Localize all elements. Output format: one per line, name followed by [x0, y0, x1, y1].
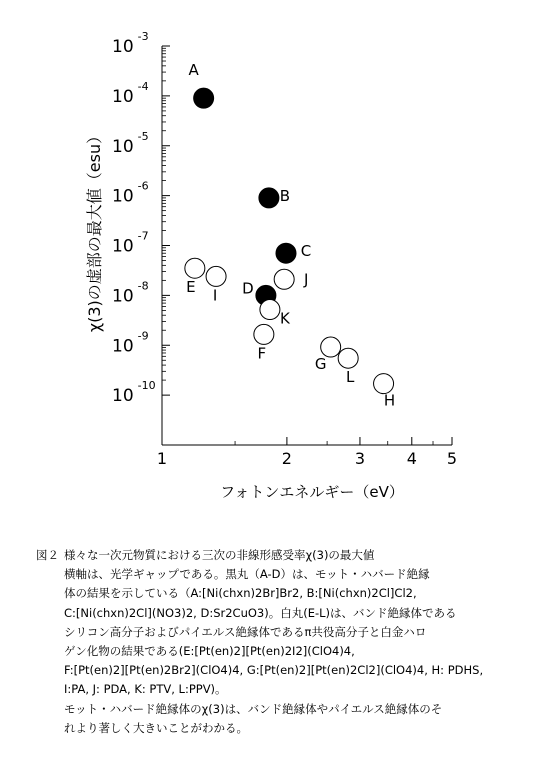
- y-axis-label: χ(3)の虚部の最大値（esu）: [85, 127, 104, 333]
- caption-line: 横軸は、光学ギャップである。黒丸（A-D）は、モット・ハバード絶縁: [64, 567, 430, 582]
- data-point-f: [254, 324, 274, 344]
- y-tick-label: $10^{-7}$: [112, 229, 149, 257]
- y-tick-label: $10^{-4}$: [112, 79, 149, 107]
- point-label-a: A: [188, 61, 199, 80]
- caption-title: 様々な一次元物質における三次の非線形感受率χ(3)の最大値: [64, 548, 375, 562]
- x-tick-label: 5: [446, 449, 458, 468]
- point-label-d: D: [242, 279, 254, 298]
- caption-line: ゲン化物の結果である(E:[Pt(en)2][Pt(en)2I2](ClO4)4,: [64, 644, 355, 659]
- caption-line: モット・ハバード絶縁体のχ(3)は、バンド絶縁体やパイエルス絶縁体のそ: [64, 701, 443, 716]
- y-tick-label: $10^{-6}$: [112, 179, 149, 207]
- point-labels: [186, 61, 395, 409]
- point-label-e: E: [186, 278, 196, 297]
- y-tick-label: $10^{-9}$: [112, 329, 149, 357]
- point-label-c: C: [300, 242, 312, 261]
- data-point-b: [259, 188, 279, 208]
- caption-line: I:PA, J: PDA, K: PTV, L:PPV)。: [64, 682, 227, 697]
- y-tick-label: $10^{-10}$: [112, 379, 156, 407]
- point-label-j: J: [303, 270, 309, 289]
- y-tick-label: $10^{-8}$: [112, 279, 149, 307]
- data-point-e: [185, 258, 205, 278]
- x-tick-label: 2: [281, 449, 292, 468]
- y-tick-label: $10^{-3}$: [112, 30, 149, 57]
- x-tick-label: 3: [354, 449, 366, 468]
- figure-caption: [36, 546, 526, 738]
- x-tick-label: 1: [156, 449, 168, 468]
- x-axis-label: フォトンエネルギー（eV）: [220, 483, 404, 501]
- point-label-h: H: [383, 391, 396, 410]
- caption-title-row: [36, 546, 526, 565]
- point-label-b: B: [279, 186, 291, 205]
- data-points: [185, 88, 394, 393]
- data-point-h: [374, 374, 394, 394]
- data-point-g: [321, 337, 341, 357]
- x-tick-label: 4: [406, 449, 417, 468]
- caption-line: F:[Pt(en)2][Pt(en)2Br2](ClO4)4, G:[Pt(en)2][Pt(en)2Cl2](ClO4)4, H: PDHS,: [64, 663, 484, 678]
- point-label-k: K: [279, 309, 290, 328]
- y-axis-ticks: [112, 30, 170, 406]
- caption-line: C:[Ni(chxn)2Cl](NO3)2, D:Sr2CuO3)。白丸(E-L)は、バンド絶縁体である: [64, 605, 457, 620]
- figure-number: 図２: [36, 548, 59, 562]
- point-label-f: F: [257, 344, 267, 363]
- point-label-i: I: [212, 286, 218, 305]
- data-point-k: [260, 300, 280, 320]
- point-label-g: G: [314, 355, 327, 374]
- caption-line: 体の結果を示している（A:[Ni(chxn)2Br]Br2, B:[Ni(chxn)2Cl]Cl2,: [64, 586, 417, 601]
- data-point-j: [274, 269, 294, 289]
- x-axis-ticks: [157, 437, 457, 468]
- data-point-i: [206, 266, 226, 286]
- caption-line: シリコン高分子およびパイエルス絶縁体であるπ共役高分子と白金ハロ: [64, 624, 427, 639]
- data-point-a: [194, 88, 214, 108]
- data-point-c: [276, 243, 296, 263]
- point-label-l: L: [345, 368, 355, 387]
- data-point-l: [338, 348, 358, 368]
- caption-line: れより著しく大きいことがわかる。: [64, 720, 248, 735]
- y-tick-label: $10^{-5}$: [112, 129, 149, 157]
